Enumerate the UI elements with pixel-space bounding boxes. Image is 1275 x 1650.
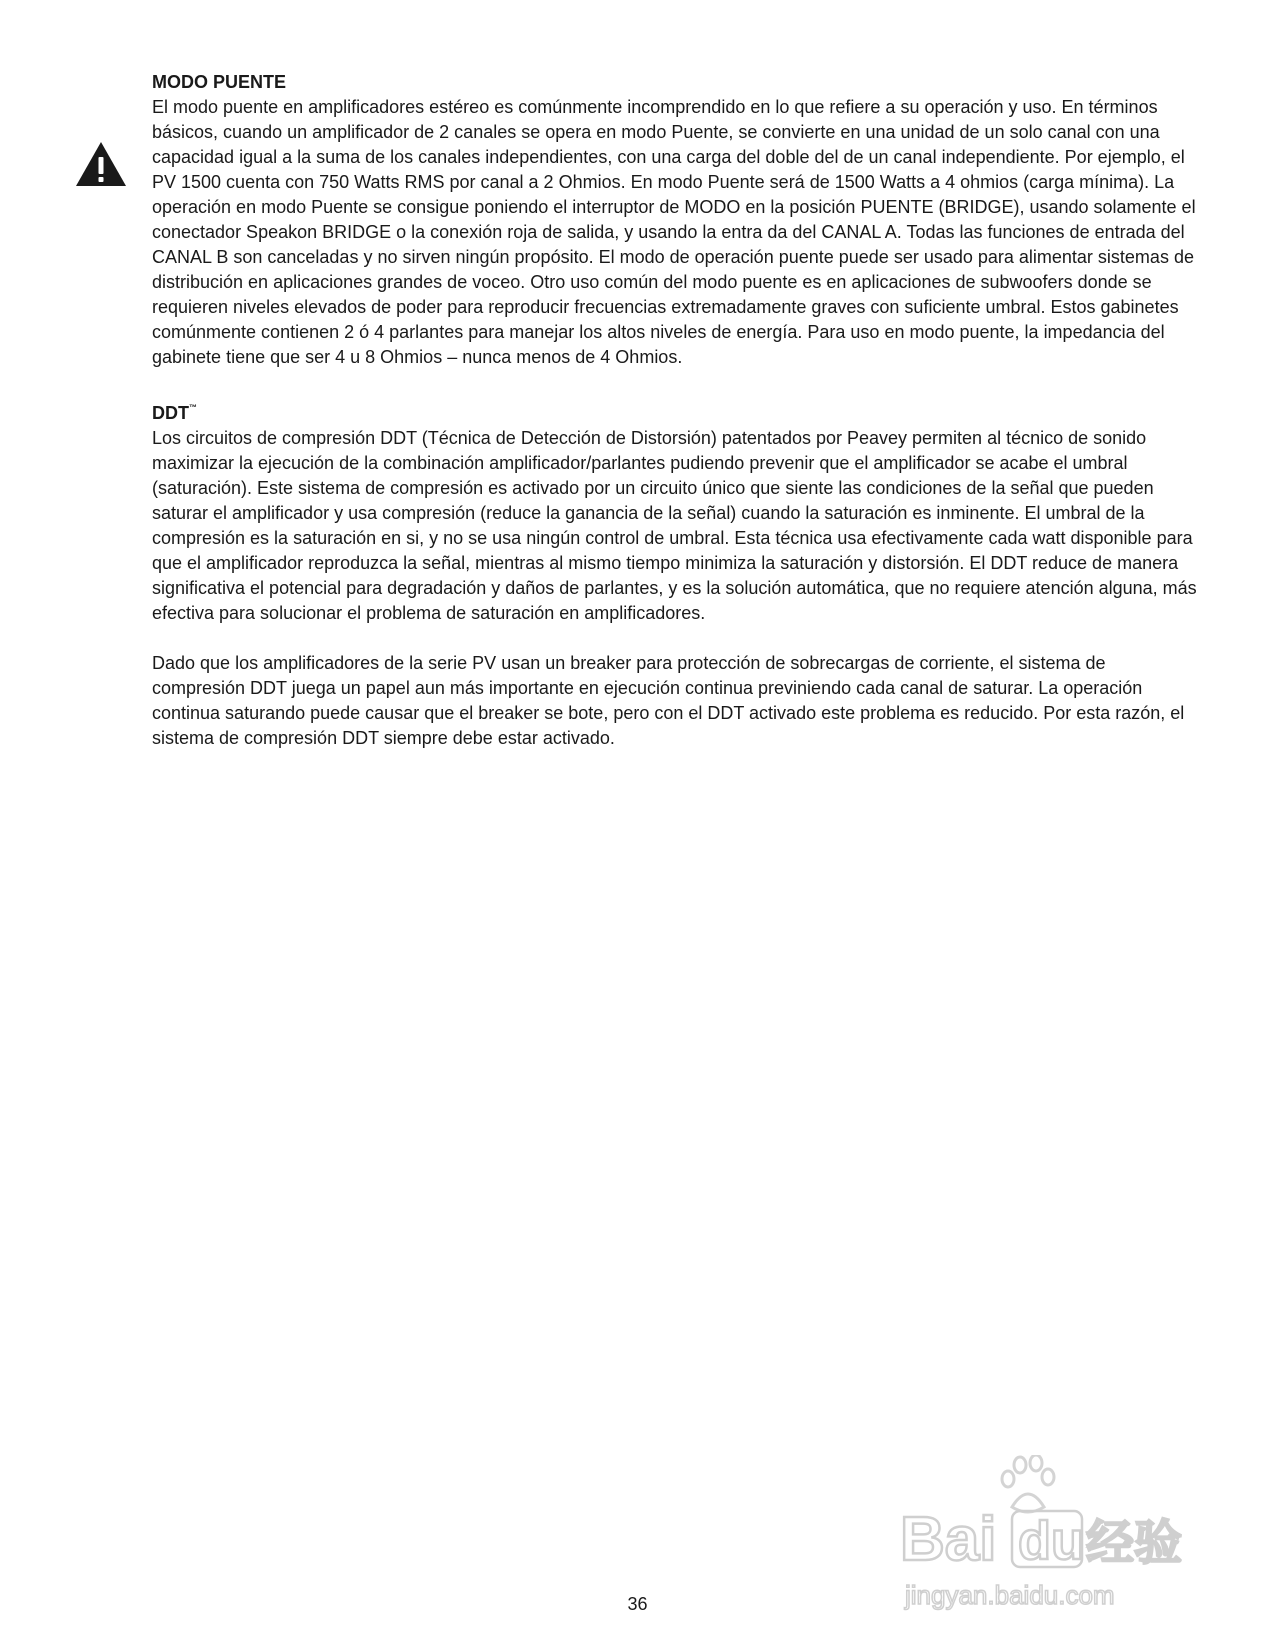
svg-text:du: du: [1018, 1511, 1084, 1571]
ddt-title-text: DDT: [152, 403, 189, 423]
warning-triangle-icon: [74, 140, 128, 188]
watermark-url: jingyan.baidu.com: [905, 1580, 1115, 1610]
trademark-symbol: ™: [189, 403, 197, 412]
svg-text:Bai: Bai: [900, 1505, 997, 1574]
main-content: [152, 70, 1202, 751]
section-body-ddt-2: Dado que los amplificadores de la serie PV usan un breaker para protección de sobrecargas de corriente, el sistema de compresión DDT juega un papel aun más importante en ejecución continua previniendo cada canal de saturar. La operación continua saturando puede causar que el breaker se bote, pero con el DDT activado este problema es reducido. Por esta razón, el sistema de compresión DDT siempre debe estar activado.: [152, 653, 1185, 748]
section-title-ddt: [152, 395, 1202, 426]
section-body-bridge-mode: El modo puente en amplificadores estéreo es comúnmente incomprendido en lo que refiere a su operación y uso. En términos básicos, cuando un amplificador de 2 canales se opera en modo Puente, se convierte en una unidad de un solo canal con una capacidad igual a la suma de los canales independientes, con una carga del doble del de un canal independiente. Por ejemplo, el PV 1500 cuenta con 750 Watts RMS por canal a 2 Ohmios. En modo Puente será de 1500 Watts a 4 ohmios (carga mínima). La operación en modo Puente se consigue poniendo el interruptor de MODO en la posición PUENTE (BRIDGE), usando solamente el conectador Speakon BRIDGE o la conexión roja de salida, y usando la entra da del CANAL A. Todas las funciones de entrada del CANAL B son canceladas y no sirven ningún propósito. El modo de operación puente puede ser usado para alimentar sistemas de distribución en aplicaciones grandes de voceo. Otro uso común del modo puente es en aplicaciones de subwoofers donde se requieren niveles elevados de poder para reproducir frecuencias extremadamente graves con suficiente umbral. Estos gabinetes comúnmente contienen 2 ó 4 parlantes para manejar los altos niveles de energía. Para uso en modo puente, la impedancia del gabinete tiene que ser 4 u 8 Ohmios – nunca menos de 4 Ohmios.: [152, 97, 1196, 367]
section-title-bridge-mode: MODO PUENTE: [152, 72, 287, 92]
section-body-ddt-1: Los circuitos de compresión DDT (Técnica de Detección de Distorsión) patentados por Peavey permiten al técnico de sonido maximizar la ejecución de la combinación amplificador/parlantes pudiendo prevenir que el amplificador se acabe el umbral (saturación). Este sistema de compresión es activado por un circuito único que siente las condiciones de la señal que pueden saturar el amplificador y usa compresión (reduce la ganancia de la señal) cuando la saturación es inminente. El umbral de la compresión es la saturación en si, y no se usa ningún control de umbral. Esta técnica usa efectivamente cada watt disponible para que el amplificador reproduzca la señal, mientras al mismo tiempo minimiza la saturación y distorsión. El DDT reduce de manera significativa el potencial para degradación y daños de parlantes, y es la solución automática, que no requiere atención alguna, más efectiva para solucionar el problema de saturación en amplificadores.: [152, 428, 1197, 623]
baidu-watermark-logo: [900, 1455, 1200, 1585]
page-number: 36: [627, 1594, 648, 1614]
svg-text:经验: 经验: [1086, 1515, 1183, 1571]
